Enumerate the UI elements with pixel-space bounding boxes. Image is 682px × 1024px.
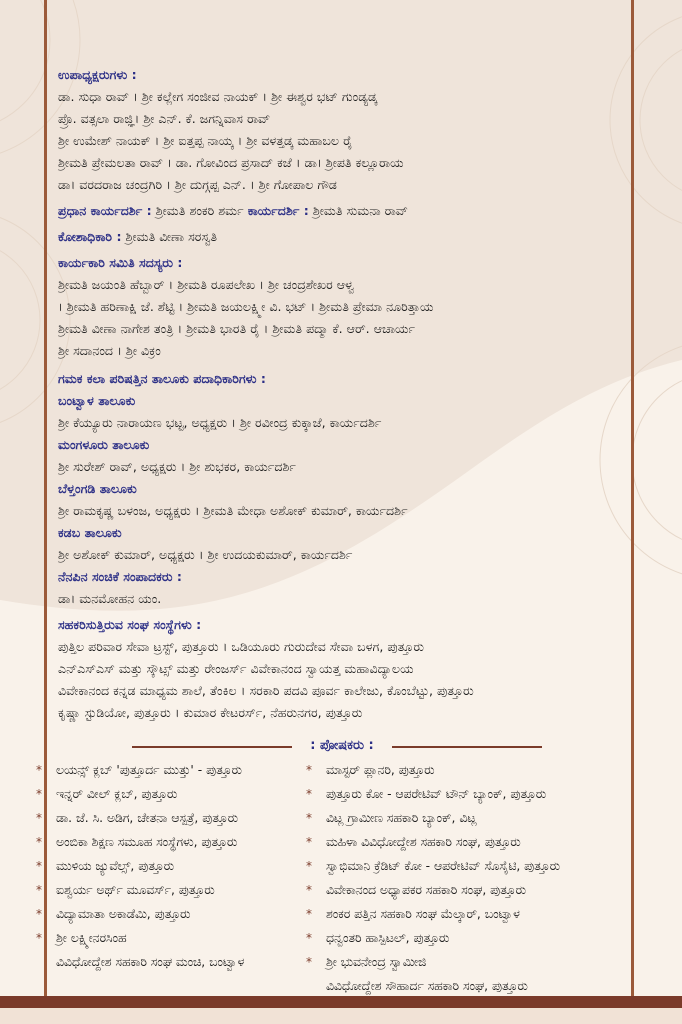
- sponsor-text-continued: ವಿವಿಧೋದ್ದೇಶ ಸೌಹಾರ್ದ ಸಹಕಾರಿ ಸಂಘ, ಪುತ್ತೂರು: [326, 979, 528, 993]
- treasurer-line: [58, 226, 630, 248]
- sponsor-item: [36, 878, 306, 902]
- sponsor-text-continued: ವಿವಿಧೋದ್ದೇಶ ಸಹಕಾರಿ ಸಂಘ ಮಂಚಿ, ಬಂಟ್ವಾಳ: [56, 955, 245, 969]
- star-bullet-icon: *: [306, 907, 312, 921]
- treasurer-label: ಕೋಶಾಧಿಕಾರಿ :: [58, 229, 122, 244]
- vp-line: ಡಾ। ವರದರಾಜ ಚಂದ್ರಗಿರಿ । ಶ್ರೀ ದುಗ್ಗಪ್ಪ ಎನ್. । ಶ್ರೀ ಗೋಪಾಲ ಗೌಡ: [58, 177, 337, 192]
- sponsors-heading-row: [0, 736, 682, 756]
- sponsors-heading: : ಪೋಷಕರು :: [310, 738, 374, 753]
- sponsor-text: ಮಹಿಳಾ ವಿವಿಧೋದ್ದೇಶ ಸಹಕಾರಿ ಸಂಘ, ಪುತ್ತೂರು: [326, 835, 521, 849]
- taluk-name: ಮಂಗಳೂರು ತಾಲೂಕು: [58, 437, 150, 452]
- cooperating-orgs-heading: ಸಹಕರಿಸುತ್ತಿರುವ ಸಂಘ ಸಂಸ್ಥೆಗಳು :: [58, 617, 202, 632]
- star-bullet-icon: *: [36, 859, 42, 873]
- exec-line: ಶ್ರೀ ಸದಾನಂದ । ಶ್ರೀ ವಿಕ್ರಂ: [58, 343, 161, 358]
- sponsor-text: ಡಾ. ಜೆ. ಸಿ. ಅಡಿಗ, ಚೇತನಾ ಆಸ್ಪತ್ರೆ, ಪುತ್ತೂರು: [56, 811, 239, 825]
- souvenir-editor-heading: ನೆನಪಿನ ಸಂಚಿಕೆ ಸಂಪಾದಕರು :: [58, 569, 182, 584]
- star-bullet-icon: *: [306, 955, 312, 969]
- heading-rule-right: [392, 746, 542, 748]
- taluk-name: ಕಡಬ ತಾಲೂಕು: [58, 525, 122, 540]
- cooperating-line: ವಿವೇಕಾನಂದ ಕನ್ನಡ ಮಾಧ್ಯಮ ಶಾಲೆ, ತೆಂಕಿಲ । ಸರಕಾರಿ ಪದವಿ ಪೂರ್ವ ಕಾಲೇಜು, ಕೊಂಬೆಟ್ಟು, ಪುತ್ತೂರು: [58, 683, 474, 698]
- general-secretary-label: ಪ್ರಧಾನ ಕಾರ್ಯದರ್ಶಿ :: [58, 203, 152, 218]
- exec-line: ಶ್ರೀಮತಿ ವೀಣಾ ನಾಗೇಶ ತಂತ್ರಿ । ಶ್ರೀಮತಿ ಭಾರತಿ ರೈ । ಶ್ರೀಮತಿ ಪದ್ಮಾ ಕೆ. ಆರ್. ಆಚಾರ್ಯ: [58, 321, 416, 336]
- secretary-name: ಶ್ರೀಮತಿ ಸುಮನಾ ರಾವ್: [312, 203, 408, 218]
- star-bullet-icon: *: [306, 787, 312, 801]
- sponsor-text: ಐಶ್ವರ್ಯ ಅರ್ಥ್ ಮೂವರ್ಸ್, ಪುತ್ತೂರು: [56, 883, 215, 897]
- sponsor-item: [306, 926, 646, 950]
- sponsor-item: [306, 950, 646, 974]
- sponsor-text: ಮಾಸ್ಟರ್ ಪ್ಲಾನರಿ, ಪುತ್ತೂರು: [326, 763, 435, 777]
- general-secretary-name: ಶ್ರೀಮತಿ ಶಂಕರಿ ಶರ್ಮ: [155, 203, 244, 218]
- taluk-name: ಬಂಟ್ವಾಳ ತಾಲೂಕು: [58, 393, 136, 408]
- sponsor-item: [36, 758, 306, 782]
- sponsors-left-column: [36, 758, 306, 974]
- star-bullet-icon: *: [306, 883, 312, 897]
- sponsor-text: ಶ್ರೀ ಭುವನೇಂದ್ರ ಸ್ವಾಮೀಜಿ: [326, 955, 427, 969]
- sponsor-item: [36, 782, 306, 806]
- sponsor-item: [306, 830, 646, 854]
- sponsor-text: ವಿಟ್ಲ ಗ್ರಾಮೀಣ ಸಹಕಾರಿ ಬ್ಯಾಂಕ್, ವಿಟ್ಲ: [326, 811, 477, 825]
- exec-line: ಶ್ರೀಮತಿ ಜಯಂತಿ ಹೆಬ್ಬಾರ್ । ಶ್ರೀಮತಿ ರೂಪಲೇಖ । ಶ್ರೀ ಚಂದ್ರಶೇಖರ ಆಳ್ವ: [58, 277, 355, 292]
- sponsor-text: ವಿದ್ಯಾಮಾತಾ ಅಕಾಡೆಮಿ, ಪುತ್ತೂರು: [56, 907, 191, 921]
- star-bullet-icon: *: [36, 907, 42, 921]
- vp-line: ಶ್ರೀಮತಿ ಪ್ರೇಮಲತಾ ರಾವ್ । ಡಾ. ಗೋವಿಂದ ಪ್ರಸಾದ್ ಕಜೆ । ಡಾ। ಶ್ರೀಪತಿ ಕಲ್ಲೂರಾಯ: [58, 155, 404, 170]
- star-bullet-icon: *: [306, 859, 312, 873]
- sponsor-item: [36, 926, 306, 950]
- sponsor-item: [36, 830, 306, 854]
- star-bullet-icon: *: [306, 835, 312, 849]
- star-bullet-icon: *: [36, 811, 42, 825]
- taluk-line: ಶ್ರೀ ರಾಮಕೃಷ್ಣ ಬಳಂಜ, ಅಧ್ಯಕ್ಷರು । ಶ್ರೀಮತಿ ಮೇಧಾ ಅಶೋಕ್ ಕುಮಾರ್, ಕಾರ್ಯದರ್ಶಿ: [58, 503, 408, 518]
- taluk-office-bearers-heading: ಗಮಕ ಕಲಾ ಪರಿಷತ್ತಿನ ತಾಲೂಕು ಪದಾಧಿಕಾರಿಗಳು :: [58, 371, 266, 386]
- treasurer-name: ಶ್ರೀಮತಿ ವೀಣಾ ಸರಸ್ವತಿ: [125, 229, 218, 244]
- sponsor-text: ಪುತ್ತೂರು ಕೋ - ಆಪರೇಟಿವ್ ಟೌನ್ ಬ್ಯಾಂಕ್, ಪುತ್ತೂರು: [326, 787, 547, 801]
- sponsor-text: ಶಂಕರ ಪತ್ತಿನ ಸಹಕಾರಿ ಸಂಘ ಮೆಲ್ಕಾರ್, ಬಂಟ್ವಾಳ: [326, 907, 520, 921]
- sponsor-item: [306, 854, 646, 878]
- sponsor-item: [306, 806, 646, 830]
- sponsor-item: [306, 758, 646, 782]
- vp-line: ಪ್ರೊ. ವತ್ಸಲಾ ರಾಜ್ಞಿ। ಶ್ರೀ ಎನ್. ಕೆ. ಜಗನ್ನಿವಾಸ ರಾವ್: [58, 111, 271, 126]
- sponsor-text: ಧನ್ವಂತರಿ ಹಾಸ್ಪಿಟಲ್, ಪುತ್ತೂರು: [326, 931, 450, 945]
- sponsor-text: ವಿವೇಕಾನಂದ ಅಧ್ಯಾಪಕರ ಸಹಕಾರಿ ಸಂಘ, ಪುತ್ತೂರು: [326, 883, 526, 897]
- sponsor-item: [36, 806, 306, 830]
- cooperating-line: ಪುತ್ತಿಲ ಪರಿವಾರ ಸೇವಾ ಟ್ರಸ್ಟ್, ಪುತ್ತೂರು । ಒಡಿಯೂರು ಗುರುದೇವ ಸೇವಾ ಬಳಗ, ಪುತ್ತೂರು: [58, 639, 425, 654]
- exec-line: । ಶ್ರೀಮತಿ ಹರಿಣಾಕ್ಷಿ ಜೆ. ಶೆಟ್ಟಿ । ಶ್ರೀಮತಿ ಜಯಲಕ್ಷ್ಮೀ ವಿ. ಭಟ್ । ಶ್ರೀಮತಿ ಪ್ರೇಮಾ ನೂರಿತ್ತಾಯ: [58, 299, 434, 314]
- taluk-line: ಶ್ರೀ ಅಶೋಕ್ ಕುಮಾರ್, ಅಧ್ಯಕ್ಷರು । ಶ್ರೀ ಉದಯಕುಮಾರ್, ಕಾರ್ಯದರ್ಶಿ: [58, 547, 353, 562]
- star-bullet-icon: *: [36, 763, 42, 777]
- footer-bar: [0, 996, 682, 1008]
- heading-rule-left: [132, 746, 292, 748]
- executive-committee-heading: ಕಾರ್ಯಕಾರಿ ಸಮಿತಿ ಸದಸ್ಯರು :: [58, 255, 183, 270]
- taluk-line: ಶ್ರೀ ಸುರೇಶ್ ರಾವ್, ಅಧ್ಯಕ್ಷರು । ಶ್ರೀ ಶುಭಕರ, ಕಾರ್ಯದರ್ಶಿ: [58, 459, 296, 474]
- cooperating-line: ಎನ್ಎಸ್ಎಸ್ ಮತ್ತು ಸ್ಕೌಟ್ಸ್ ಮತ್ತು ರೇಂಜರ್ಸ್ ವಿವೇಕಾನಂದ ಸ್ವಾಯತ್ತ ಮಹಾವಿದ್ಯಾಲಯ: [58, 661, 414, 676]
- star-bullet-icon: *: [306, 763, 312, 777]
- sponsor-text: ಅಂಬಿಕಾ ಶಿಕ್ಷಣ ಸಮೂಹ ಸಂಸ್ಥೆಗಳು, ಪುತ್ತೂರು: [56, 835, 238, 849]
- footer-strip: [0, 1008, 682, 1024]
- vice-presidents-heading: ಉಪಾಧ್ಯಕ್ಷರುಗಳು :: [58, 67, 137, 82]
- sponsor-text: ಮುಳಿಯ ಜ್ಯುವೆಲ್ಸ್, ಪುತ್ತೂರು: [56, 859, 175, 873]
- sponsors-right-column: [306, 758, 646, 998]
- main-content: [58, 64, 630, 724]
- star-bullet-icon: *: [306, 931, 312, 945]
- vp-line: ಶ್ರೀ ಉಮೇಶ್ ನಾಯಕ್ । ಶ್ರೀ ಐತ್ತಪ್ಪ ನಾಯ್ಕ । ಶ್ರೀ ವಳತ್ತಡ್ಕ ಮಹಾಬಲ ರೈ: [58, 133, 353, 148]
- sponsor-text: ಲಯನ್ಸ್ ಕ್ಲಬ್ 'ಪುತ್ತೂರ್ದ ಮುತ್ತು' - ಪುತ್ತೂರು: [56, 763, 242, 777]
- sponsor-item: [36, 854, 306, 878]
- star-bullet-icon: *: [36, 787, 42, 801]
- secretaries-line: [58, 200, 630, 222]
- star-bullet-icon: *: [36, 931, 42, 945]
- taluk-name: ಬೆಳ್ತಂಗಡಿ ತಾಲೂಕು: [58, 481, 137, 496]
- sponsor-text: ಶ್ರೀ ಲಕ್ಷ್ಮೀನರಸಿಂಹ: [56, 931, 127, 945]
- taluk-line: ಶ್ರೀ ಕೆಯ್ಯೂರು ನಾರಾಯಣ ಭಟ್ಟ, ಅಧ್ಯಕ್ಷರು । ಶ್ರೀ ರವೀಂದ್ರ ಕುಕ್ಕಾಜೆ, ಕಾರ್ಯದರ್ಶಿ: [58, 415, 382, 430]
- star-bullet-icon: *: [306, 811, 312, 825]
- sponsor-item: [306, 878, 646, 902]
- star-bullet-icon: *: [36, 883, 42, 897]
- cooperating-line: ಕೃಷ್ಣಾ ಸ್ಟುಡಿಯೋ, ಪುತ್ತೂರು । ಕುಮಾರ ಕೇಟರರ್ಸ್, ನೆಹರುನಗರ, ಪುತ್ತೂರು: [58, 705, 363, 720]
- secretary-label: ಕಾರ್ಯದರ್ಶಿ :: [247, 203, 309, 218]
- sponsor-item: [36, 902, 306, 926]
- sponsor-item: [306, 782, 646, 806]
- souvenir-editor-name: ಡಾ। ಮನಮೋಹನ ಯಂ.: [58, 591, 162, 606]
- star-bullet-icon: *: [36, 835, 42, 849]
- sponsor-item: [306, 902, 646, 926]
- sponsor-text: ಸ್ವಾಭಿಮಾನಿ ಕ್ರೆಡಿಟ್ ಕೋ - ಆಪರೇಟಿವ್ ಸೊಸೈಟಿ, ಪುತ್ತೂರು: [326, 859, 561, 873]
- sponsor-text: ಇನ್ನರ್ ವೀಲ್ ಕ್ಲಬ್, ಪುತ್ತೂರು: [56, 787, 178, 801]
- vp-line: ಡಾ. ಸುಧಾ ರಾವ್ । ಶ್ರೀ ಕಲ್ಲೇಗ ಸಂಜೀವ ನಾಯಕ್ । ಶ್ರೀ ಈಶ್ವರ ಭಟ್ ಗುಂಡ್ಯಡ್ಕ: [58, 89, 378, 104]
